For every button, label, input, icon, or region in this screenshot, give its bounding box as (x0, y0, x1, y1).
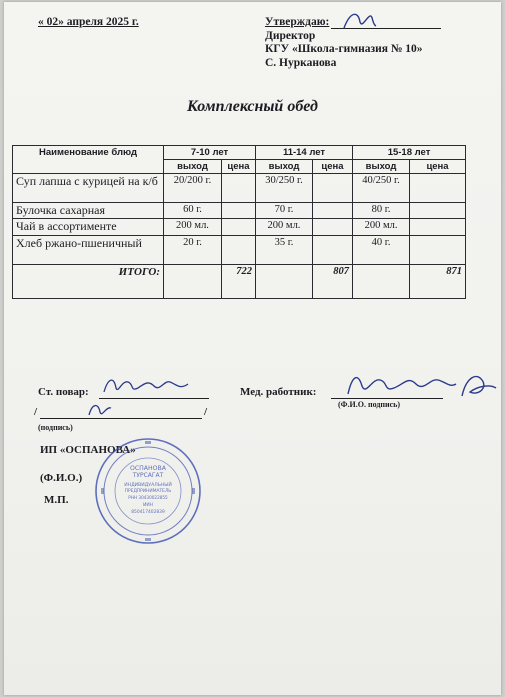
price-cell (313, 203, 353, 219)
portion: 40 г. (353, 236, 410, 265)
table-header-row (13, 146, 466, 160)
total-7-10: 722 (222, 265, 256, 299)
director-signature (340, 8, 380, 32)
price-cell (313, 219, 353, 236)
approve-label: Утверждаю: (265, 16, 330, 28)
portion: 60 г. (164, 203, 222, 219)
cook-bracket-right: / (204, 406, 208, 418)
table-row (13, 174, 466, 203)
med-signature (342, 368, 502, 402)
table-row (13, 203, 466, 219)
table-row (13, 219, 466, 236)
page-title: Комплексный обед (187, 98, 318, 115)
portion: 20/200 г. (164, 174, 222, 203)
price-cell (222, 219, 256, 236)
empty-cell (353, 265, 410, 299)
portion: 200 мл. (256, 219, 313, 236)
stamp-line: ОСПАНОВА (129, 465, 167, 472)
price-cell (410, 203, 466, 219)
price-cell (313, 174, 353, 203)
price-cell (410, 236, 466, 265)
cook-bracket-left: / (34, 406, 38, 418)
empty-cell (256, 265, 313, 299)
total-label: ИТОГО: (13, 265, 164, 299)
approve-position: Директор (265, 29, 316, 42)
price-cell (222, 174, 256, 203)
portion: 70 г. (256, 203, 313, 219)
portion: 20 г. (164, 236, 222, 265)
stamp-line: ИИН (143, 503, 153, 508)
total-11-14: 807 (313, 265, 353, 299)
portion: 200 мл. (164, 219, 222, 236)
med-caption: (Ф.И.О. подпись) (338, 400, 401, 409)
portion: 200 мл. (353, 219, 410, 236)
portion: 40/250 г. (353, 174, 410, 203)
subheader-price: цена (313, 160, 353, 174)
subheader-price: цена (410, 160, 466, 174)
dish-name: Хлеб ржано-пшеничный (13, 236, 164, 265)
header-group-15-18: 15-18 лет (353, 146, 466, 160)
cook-signature (100, 372, 192, 400)
empty-cell (164, 265, 222, 299)
portion: 80 г. (353, 203, 410, 219)
subheader-out: выход (256, 160, 313, 174)
seal-stamp (93, 436, 203, 546)
dish-name: Суп лапша с курицей на к/б (13, 174, 164, 203)
document-page (4, 2, 501, 695)
price-cell (222, 203, 256, 219)
subheader-out: выход (353, 160, 410, 174)
stamp-line: ПРЕДПРИНИМАТЕЛЬ (124, 489, 172, 494)
cook-initials (86, 400, 114, 420)
price-cell (410, 219, 466, 236)
portion: 35 г. (256, 236, 313, 265)
subheader-out: выход (164, 160, 222, 174)
price-cell (410, 174, 466, 203)
header-group-7-10: 7-10 лет (164, 146, 256, 160)
portion: 30/250 г. (256, 174, 313, 203)
menu-table (12, 145, 466, 299)
dish-name: Булочка сахарная (13, 203, 164, 219)
approve-name: С. Нурканова (265, 56, 337, 69)
med-label: Мед. работник: (240, 386, 317, 398)
stamp-line: ИНДИВИДУАЛЬНЫЙ (124, 483, 172, 488)
dish-name: Чай в ассортименте (13, 219, 164, 236)
document-date: « 02» апреля 2025 г. (38, 16, 139, 28)
stamp-line: ТУРСАГАТ (132, 472, 164, 479)
header-dish-name: Наименование блюд (13, 146, 164, 174)
table-row (13, 236, 466, 265)
stamp-line: 850417402839 (131, 510, 165, 515)
cook-label: Ст. повар: (38, 386, 89, 398)
total-row (13, 265, 466, 299)
subheader-price: цена (222, 160, 256, 174)
price-cell (222, 236, 256, 265)
total-15-18: 871 (410, 265, 466, 299)
mp-label: М.П. (44, 494, 69, 506)
signature-caption: (подпись) (38, 423, 73, 432)
approve-org: КГУ «Школа-гимназия № 10» (265, 43, 423, 55)
ip-name: ИП «ОСПАНОВА» (40, 444, 136, 456)
header-group-11-14: 11-14 лет (256, 146, 353, 160)
fio-label: (Ф.И.О.) (40, 472, 83, 484)
cook-fio-line (40, 418, 202, 419)
price-cell (313, 236, 353, 265)
stamp-line: РНН 30430022855 (128, 495, 168, 500)
